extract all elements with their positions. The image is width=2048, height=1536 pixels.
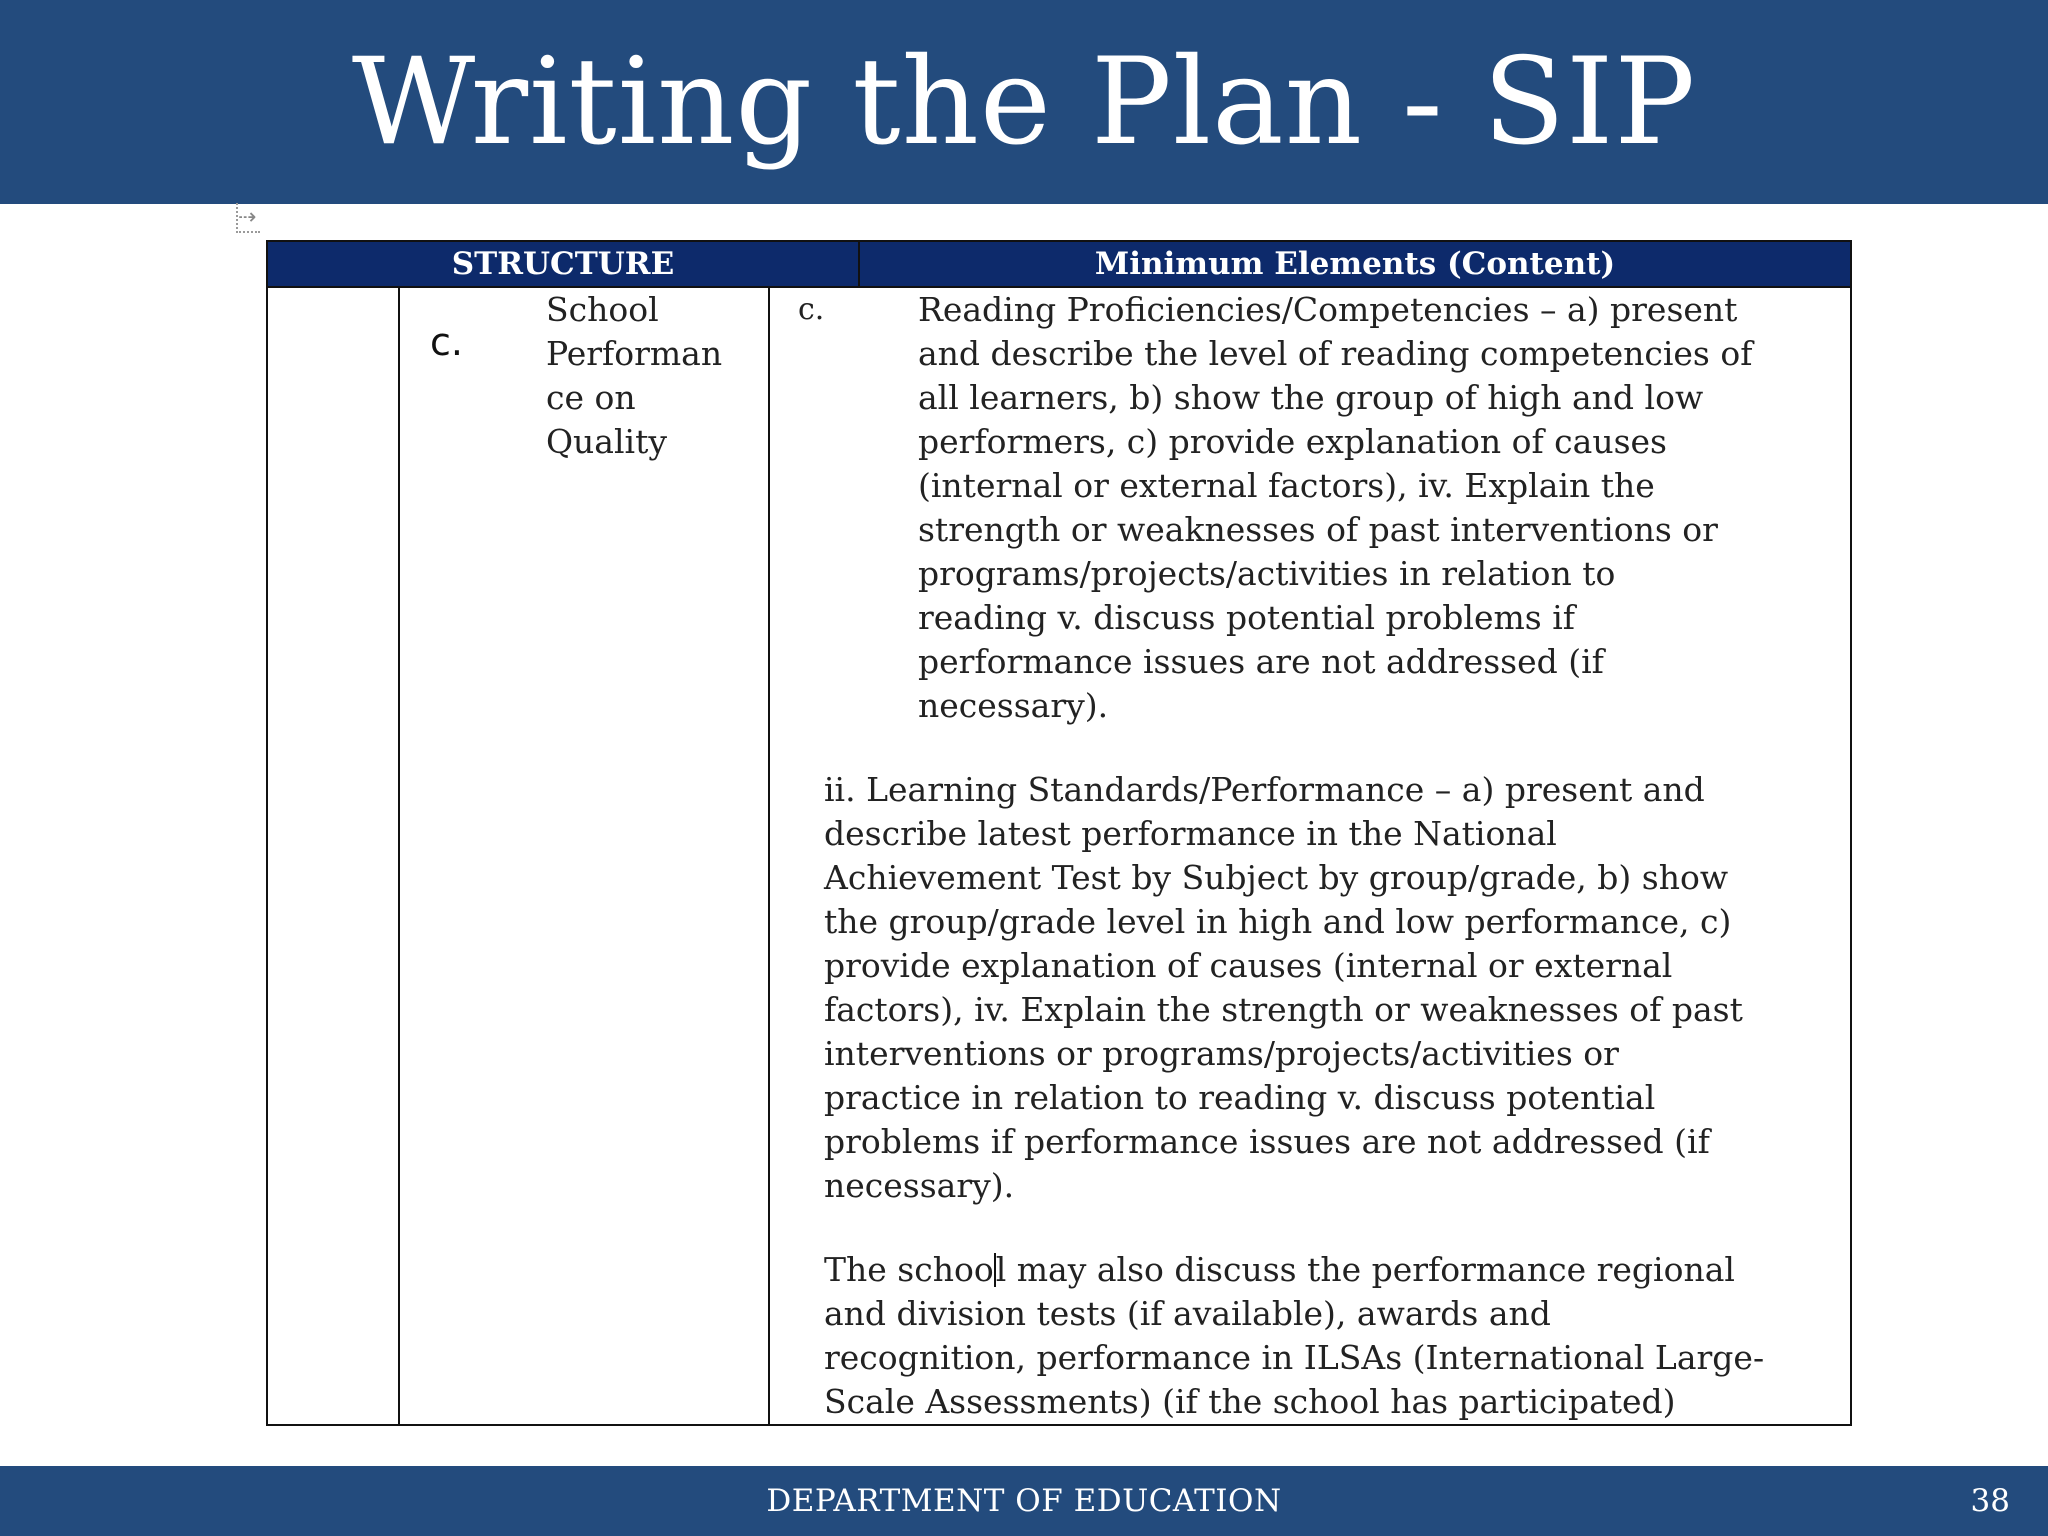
slide-title: Writing the Plan - SIP — [351, 33, 1697, 172]
structure-item-letter: c. — [430, 320, 463, 364]
structure-item-name: School Performan ce on Quality — [546, 290, 723, 461]
table-header-row — [268, 242, 1850, 288]
footer-banner — [0, 1466, 2048, 1536]
paragraph-3-rest: l may also discuss the performance regional and division tests (if available), awards and recognition, performance in ILSAs (International Large- Scale Assessments) (if the school has participated) — [824, 1250, 1765, 1421]
learning-standards-paragraph[interactable]: ii. Learning Standards/Performance – a) present and describe latest performance in the National Achievement Test by Subject by group/grade, b) show the group/grade level in high and low performance, c) provide explanation of causes (internal or external factors), iv. Explain the strength or weaknesses of past interventions or programs/projects/activities or practice in relation to reading v. discuss potential problems if performance issues are not addressed (if necessary). — [824, 770, 1743, 1205]
footer-department: DEPARTMENT OF EDUCATION — [766, 1483, 1282, 1519]
header-minimum-elements: Minimum Elements (Content) — [1094, 246, 1616, 282]
table-move-handle-icon[interactable]: ⇢ — [236, 203, 260, 233]
additional-performance-paragraph[interactable] — [824, 1248, 1844, 1424]
header-structure: STRUCTURE — [451, 246, 675, 282]
page-number: 38 — [1970, 1483, 2010, 1519]
title-banner — [0, 0, 2048, 204]
column-divider-2 — [768, 286, 770, 1424]
paragraph-3-start: The schoo — [824, 1250, 994, 1289]
column-divider-1 — [398, 286, 400, 1424]
content-item-letter: c. — [798, 292, 825, 327]
structure-content-table — [266, 240, 1852, 1426]
reading-proficiencies-paragraph[interactable]: Reading Proficiencies/Competencies – a) present and describe the level of reading competencies of all learners, b) show the group of high and low performers, c) provide explanation of causes (internal or external factors), iv. Explain the strength or weaknesses of past interventions or programs/projects/activities in relation to reading v. discuss potential problems if performance issues are not addressed (if necessary). — [918, 290, 1753, 725]
